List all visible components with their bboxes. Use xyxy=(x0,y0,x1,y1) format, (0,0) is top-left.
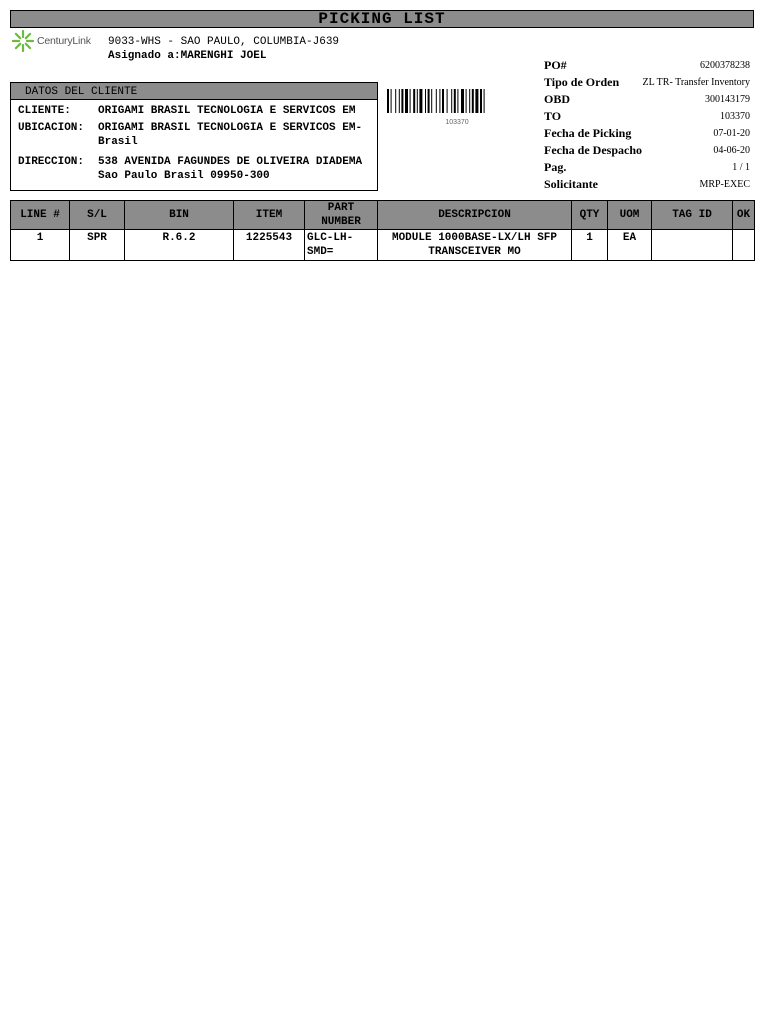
assigned-line: Asignado a:MARENGHI JOEL xyxy=(108,50,267,62)
client-label: DIRECCION: xyxy=(18,156,85,168)
info-value: 300143179 xyxy=(705,94,750,105)
column-header: TAG ID xyxy=(652,201,733,230)
info-label: Solicitante xyxy=(544,177,598,191)
client-value: ORIGAMI BRASIL TECNOLOGIA E SERVICOS EM-Brasil xyxy=(98,122,363,148)
info-row-obd xyxy=(544,92,750,109)
cell-ok xyxy=(733,230,755,261)
info-value: 6200378238 xyxy=(700,60,750,71)
table-row xyxy=(11,230,755,261)
info-label: TO xyxy=(544,109,562,123)
barcode-bar xyxy=(399,89,400,113)
info-value: 1 / 1 xyxy=(732,162,750,173)
barcode-bar xyxy=(451,89,452,113)
barcode-image xyxy=(387,89,533,113)
info-row-pag xyxy=(544,160,750,177)
table-header-row xyxy=(11,201,755,230)
logo-text: CenturyLink xyxy=(37,35,91,47)
barcode-bar xyxy=(387,89,389,113)
client-row-cliente xyxy=(18,104,374,118)
barcode-bar xyxy=(480,89,482,113)
barcode-bar xyxy=(472,89,474,113)
client-row-ubicacion xyxy=(18,121,374,149)
info-label: Fecha de Picking xyxy=(544,126,632,140)
info-row-solicitante xyxy=(544,177,750,194)
barcode-bar xyxy=(401,89,403,113)
barcode-bar xyxy=(405,89,408,113)
barcode-bar xyxy=(442,89,444,113)
info-value: ZL TR- Transfer Inventory xyxy=(642,77,750,88)
column-header: BIN xyxy=(125,201,234,230)
barcode-bar xyxy=(484,89,485,113)
centurylink-logo xyxy=(12,29,91,53)
client-value: 538 AVENIDA FAGUNDES DE OLIVEIRA DIADEMA Sao Paulo Brasil 09950-300 xyxy=(98,156,363,182)
barcode-bar xyxy=(466,89,467,113)
barcode-bar xyxy=(413,89,415,113)
cell-descripcion: MODULE 1000BASE-LX/LH SFP TRANSCEIVER MO xyxy=(378,230,572,261)
client-row-direccion xyxy=(18,155,374,183)
barcode-bar xyxy=(428,89,430,113)
barcode-bar xyxy=(475,89,478,113)
cell-part-number: GLC-LH-SMD= xyxy=(305,230,378,261)
cell-uom: EA xyxy=(608,230,652,261)
info-value: 07-01-20 xyxy=(713,128,750,139)
info-row-tipo-orden xyxy=(544,75,750,92)
info-value: 103370 xyxy=(720,111,750,122)
info-row-po xyxy=(544,58,750,75)
cell-line: 1 xyxy=(11,230,70,261)
column-header: DESCRIPCION xyxy=(378,201,572,230)
barcode-bar xyxy=(395,89,396,113)
info-row-fecha-despacho xyxy=(544,143,750,160)
page-title: PICKING LIST xyxy=(10,10,754,28)
barcode-bar xyxy=(419,89,422,113)
barcode-bar xyxy=(410,89,411,113)
column-header: UOM xyxy=(608,201,652,230)
barcode-bar xyxy=(447,89,448,113)
client-value: ORIGAMI BRASIL TECNOLOGIA E SERVICOS EM xyxy=(98,105,356,117)
column-header: LINE # xyxy=(11,201,70,230)
info-row-to xyxy=(544,109,750,126)
barcode-bar xyxy=(436,89,437,113)
cell-sl: SPR xyxy=(70,230,125,261)
column-header: QTY xyxy=(572,201,608,230)
client-label: UBICACION: xyxy=(18,122,85,134)
picking-items-table xyxy=(10,200,755,261)
info-label: PO# xyxy=(544,58,567,72)
centurylink-logo-icon xyxy=(12,30,34,52)
column-header: ITEM xyxy=(234,201,305,230)
warehouse-line: 9033-WHS - SAO PAULO, COLUMBIA-J639 xyxy=(108,36,340,48)
barcode-bar xyxy=(469,89,470,113)
info-label: OBD xyxy=(544,92,571,106)
barcode-bar xyxy=(457,89,458,113)
cell-bin: R.6.2 xyxy=(125,230,234,261)
info-label: Fecha de Despacho xyxy=(544,143,642,157)
barcode-bar xyxy=(391,89,392,113)
column-header: S/L xyxy=(70,201,125,230)
column-header: PART NUMBER xyxy=(305,201,378,230)
barcode-bar xyxy=(417,89,418,113)
barcode-text: 103370 xyxy=(445,119,469,126)
client-label: CLIENTE: xyxy=(18,105,71,117)
column-header: OK xyxy=(733,201,755,230)
client-data-box xyxy=(10,82,378,191)
barcode-bar xyxy=(461,89,464,113)
cell-item: 1225543 xyxy=(234,230,305,261)
barcode-bar xyxy=(425,89,426,113)
info-row-fecha-picking xyxy=(544,126,750,143)
client-section-title: DATOS DEL CLIENTE xyxy=(11,83,377,100)
order-info-panel xyxy=(544,58,750,194)
cell-qty: 1 xyxy=(572,230,608,261)
cell-tag-id xyxy=(652,230,733,261)
barcode-bar xyxy=(454,89,456,113)
info-value: MRP-EXEC xyxy=(699,179,750,190)
info-label: Pag. xyxy=(544,160,567,174)
barcode-bar xyxy=(431,89,432,113)
info-value: 04-06-20 xyxy=(713,145,750,156)
info-label: Tipo de Orden xyxy=(544,75,620,89)
barcode-bar xyxy=(439,89,440,113)
